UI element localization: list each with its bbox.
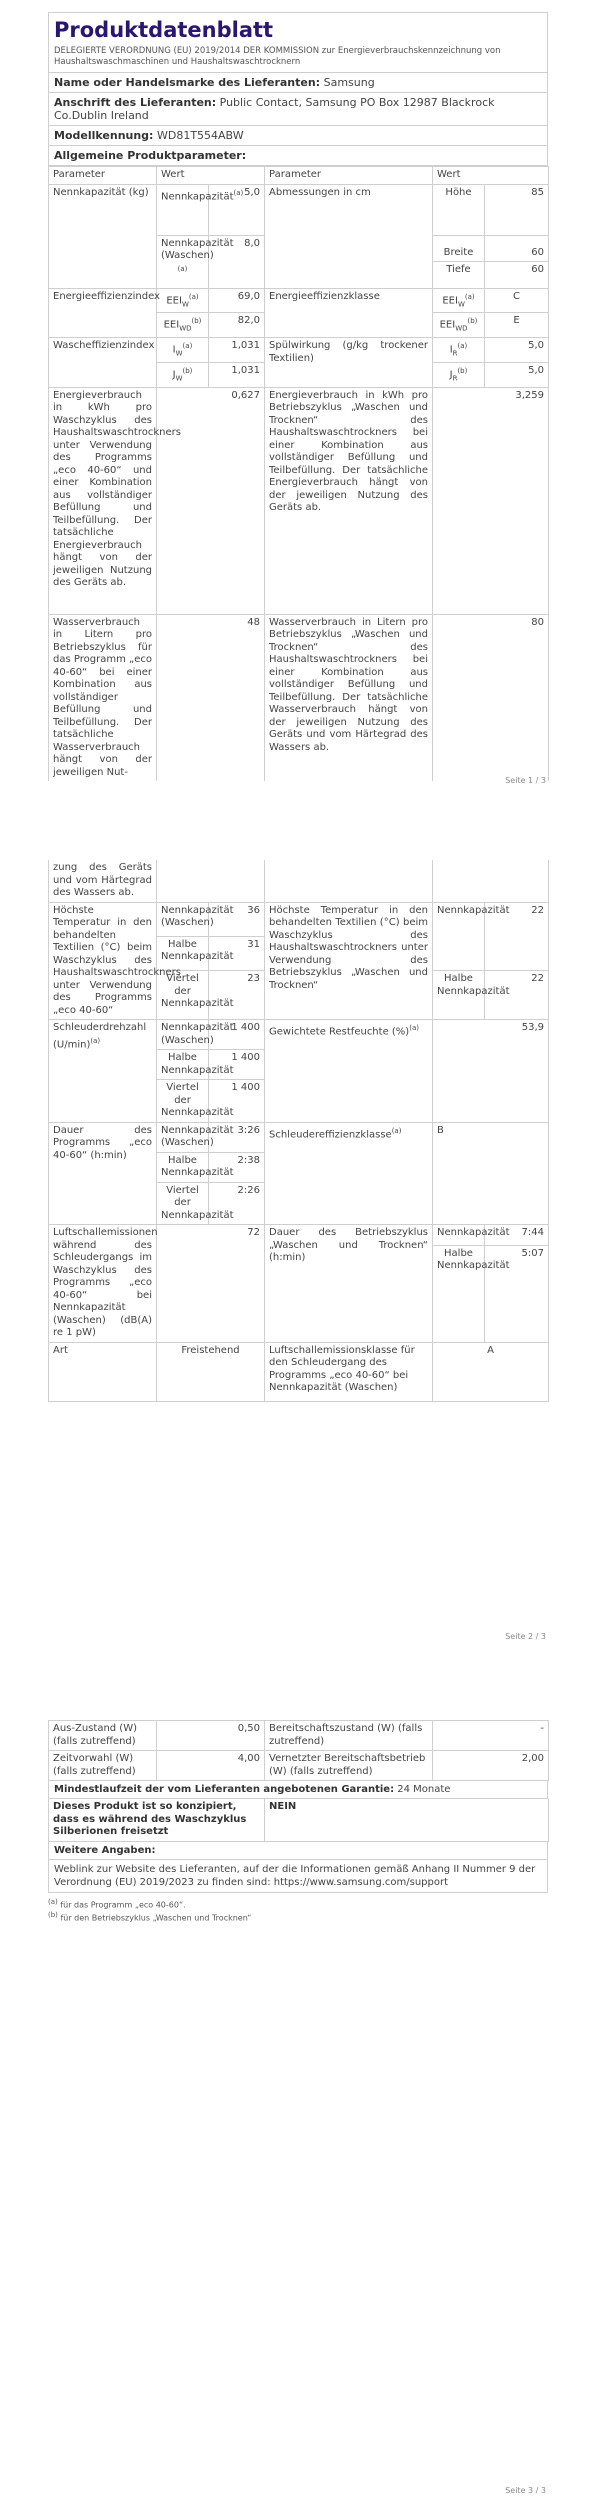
wd-duration-rated-label: Nennkapazität	[433, 1225, 485, 1246]
iw-label: $I_W^{(a)}$	[157, 338, 209, 363]
table-row	[49, 1122, 549, 1152]
supplier-address-label: Anschrift des Lieferanten:	[54, 96, 217, 109]
class-w-value: C	[485, 288, 549, 313]
general-params-row	[48, 146, 548, 166]
empty-cell	[157, 860, 265, 902]
table-row	[49, 1020, 549, 1050]
table-row	[49, 860, 549, 902]
table-row	[49, 338, 549, 363]
table-row	[49, 1342, 549, 1401]
noise-class-value: A	[433, 1342, 549, 1401]
spin-class-label: Schleudereffizienzklasse	[269, 1128, 392, 1140]
parameter-table-2	[48, 860, 549, 1402]
spin-rated-value: 1 400	[209, 1020, 265, 1050]
energy-index-label: Energieeffizienzindex	[49, 288, 157, 338]
table-row	[49, 184, 549, 235]
dimensions-label: Abmessungen in cm	[265, 184, 433, 288]
model-identifier: WD81T554ABW	[156, 129, 244, 142]
noise-label: Luftschallemissionen während des Schleudergangs im Waschzyklus des Programms „eco 40-60“ bei Nennkapazität (Waschen) (dB(A) re 1 pW)	[49, 1225, 157, 1343]
height-label: Höhe	[433, 184, 485, 235]
eei-w-label: $EEI_W^{(a)}$	[157, 288, 209, 313]
table-row	[49, 1721, 549, 1751]
table-row	[49, 1751, 549, 1781]
temp-wd-half-label: Halbe Nennkapazität	[433, 971, 485, 1020]
depth-value: 60	[485, 262, 549, 289]
table-row	[49, 1799, 549, 1841]
dur-rated-label: Nennkapazität (Waschen)	[157, 1122, 209, 1152]
energy-class-label: Energieeffizienzklasse	[265, 288, 433, 338]
wd-duration-label: Dauer des Betriebszyklus „Waschen und Trocknen“ (h:min)	[265, 1225, 433, 1343]
silver-table	[48, 1799, 549, 1842]
temperature-label: Höchste Temperatur in den behandelten Textilien (°C) beim Waschzyklus des Haushaltswaschtrockners unter Verwendung des Programms „eco 40-60“	[49, 902, 157, 1020]
temp-wd-rated-value: 22	[485, 902, 549, 971]
page-1	[0, 0, 591, 800]
temp-half-value: 31	[209, 936, 265, 970]
duration-label: Dauer des Programms „eco 40-60“ (h:min)	[49, 1122, 157, 1225]
footnotes	[48, 1897, 548, 1924]
delay-start-value: 4,00	[157, 1751, 265, 1781]
water-consumption-value: 48	[157, 614, 265, 781]
more-info-heading-row	[48, 1842, 548, 1860]
width-label: Breite	[433, 235, 485, 262]
depth-label: Tiefe	[433, 262, 485, 289]
temp-rated-value: 36	[209, 902, 265, 936]
silver-value: NEIN	[265, 1799, 549, 1841]
temp-wd-half-value: 22	[485, 971, 549, 1020]
regulation-subtitle: DELEGIERTE VERORDNUNG (EU) 2019/2014 DER KOMMISSION zur Energieverbrauchskennzeichnung von Haushaltswaschmaschinen und Haushaltswaschtrocknern	[54, 46, 501, 67]
dur-half-label: Halbe Nennkapazität	[157, 1152, 209, 1182]
temp-rated-label: Nennkapazität (Waschen)	[157, 902, 209, 936]
rinse-j-value: 5,0	[485, 362, 549, 387]
rinse-j-label: $J_R^{(b)}$	[433, 362, 485, 387]
rinse-i-label: $I_R^{(a)}$	[433, 338, 485, 363]
rated-capacity-wash-cell: Nennkapazität$^{(a)}$	[157, 184, 209, 235]
water-consumption-wd-value: 80	[433, 614, 549, 781]
rated-capacity-wash-label: Nennkapazität	[161, 190, 234, 202]
type-value: Freistehend	[157, 1342, 265, 1401]
general-params-label: Allgemeine Produktparameter:	[54, 149, 247, 162]
document-title: Produktdatenblatt	[54, 18, 274, 42]
more-info-label: Weitere Angaben:	[54, 1844, 156, 1856]
networked-standby-label: Vernetzter Bereitschaftsbetrieb (W) (falls zutreffend)	[265, 1751, 433, 1781]
table-row	[49, 288, 549, 313]
energy-consumption-wd-label: Energieverbrauch in kWh pro Betriebszyklus „Waschen und Trocknen“ des Haushaltswaschtrockners bei einer Kombination aus vollständiger Befüllung und Teilbefüllung. Der tatsächliche Energieverbrauch hängt von der jeweiligen Nutzung des Geräts ab.	[265, 387, 433, 614]
wash-index-label: Wascheffizienzindex	[49, 338, 157, 388]
dur-half-value: 2:38	[209, 1152, 265, 1182]
footnote-b: $^{(b)}$ für den Betriebszyklus „Waschen und Trocknen“	[48, 1911, 252, 1923]
spin-rated-label: Nennkapazität (Waschen)	[157, 1020, 209, 1050]
eei-wd-label: $EEI_{WD}^{(b)}$	[157, 313, 209, 338]
page-2-sheet	[48, 860, 548, 1402]
water-consumption-label-part1: Wasserverbrauch in Litern pro Betriebszyklus für das Programm „eco 40-60“ bei einer Kombination aus vollständiger Befüllung und Teilbefüllung. Der tatsächliche Wasserverbrauch hängt von der jeweiligen Nut-	[49, 614, 157, 781]
networked-standby-value: 2,00	[433, 1751, 549, 1781]
standby-label: Bereitschaftszustand (W) (falls zutreffend)	[265, 1721, 433, 1751]
warranty-label: Mindestlaufzeit der vom Lieferanten angebotenen Garantie:	[54, 1784, 395, 1795]
energy-consumption-value: 0,627	[157, 387, 265, 614]
jw-value: 1,031	[209, 362, 265, 387]
width-value: 60	[485, 235, 549, 262]
dur-quarter-label: Viertel der Nennkapazität	[157, 1182, 209, 1225]
spin-speed-label-cell: Schleuderdrehzahl $(U/\min)^{(a)}$	[49, 1020, 157, 1123]
col-param-header: Parameter	[49, 167, 157, 185]
supplier-name-row	[48, 73, 548, 93]
warranty-row	[48, 1781, 548, 1799]
spin-half-label: Halbe Nennkapazität	[157, 1050, 209, 1080]
spin-class-value: B	[433, 1122, 549, 1225]
spin-speed-label: Schleuderdrehzahl (U/min)	[53, 1022, 147, 1050]
eei-wd-value: 82,0	[209, 313, 265, 338]
col-value-header-2: Wert	[433, 167, 549, 185]
page-2	[0, 860, 591, 1660]
delay-start-label: Zeitvorwahl (W) (falls zutreffend)	[49, 1751, 157, 1781]
energy-consumption-label: Energieverbrauch in kWh pro Waschzyklus des Haushaltswaschtrockners unter Verwendung des Programms „eco 40-60“ und einer Kombination aus vollständiger Befüllung und Teilbefüllung. Der tatsächliche Energieverbrauch hängt von der jeweiligen Nutzung des Geräts ab.	[49, 387, 157, 614]
silver-label: Dieses Produkt ist so konzipiert, dass es während des Waschzyklus Silberionen freisetzt	[49, 1799, 265, 1841]
table-row	[49, 614, 549, 781]
page-number-1: Seite 1 / 3	[505, 776, 546, 785]
rinse-label: Spülwirkung (g/kg trockener Textilien)	[265, 338, 433, 388]
page-number-2: Seite 2 / 3	[505, 1632, 546, 1641]
eei-w-value: 69,0	[209, 288, 265, 313]
class-wd-value: E	[485, 313, 549, 338]
temp-half-label: Halbe Nennkapazität	[157, 936, 209, 970]
spin-quarter-label: Viertel der Nennkapazität	[157, 1080, 209, 1123]
temp-quarter-value: 23	[209, 971, 265, 1020]
class-wd-label: $EEI_{WD}^{(b)}$	[433, 313, 485, 338]
noise-value: 72	[157, 1225, 265, 1343]
wd-duration-rated-value: 7:44	[485, 1225, 549, 1246]
col-value-header: Wert	[157, 167, 265, 185]
more-info-row	[48, 1860, 548, 1893]
supplier-address: Public Contact, Samsung PO Box 12987 Blackrock Co.Dublin Ireland	[54, 96, 495, 122]
rinse-i-value: 5,0	[485, 338, 549, 363]
water-consumption-wd-label: Wasserverbrauch in Litern pro Betriebszyklus „Waschen und Trocknen“ des Haushaltswaschtrockners bei einer Kombination aus vollständiger Befüllung und Teilbefüllung. Der tatsächliche Wasserverbrauch hängt von der jeweiligen Nutzung des Geräts und vom Härtegrad des Wassers ab.	[265, 614, 433, 781]
spin-half-value: 1 400	[209, 1050, 265, 1080]
wd-duration-half-label: Halbe Nennkapazität	[433, 1245, 485, 1342]
page-3-sheet	[48, 1720, 548, 1924]
temp-wd-rated-label: Nennkapazität	[433, 902, 485, 971]
footnote-a: $^{(a)}$ für das Programm „eco 40-60“.	[48, 1897, 186, 1910]
spin-class-label-cell: Schleudereffizienzklasse$^{(a)}$	[265, 1122, 433, 1225]
type-label: Art	[49, 1342, 157, 1401]
rated-capacity-dry-value: 8,0	[209, 235, 265, 288]
table-row	[49, 1225, 549, 1246]
iw-value: 1,031	[209, 338, 265, 363]
temp-quarter-label: Viertel der Nennkapazität	[157, 971, 209, 1020]
jw-label: $J_W^{(b)}$	[157, 362, 209, 387]
noise-class-label: Luftschallemissionsklasse für den Schleudergang des Programms „eco 40-60“ bei Nennkapazität (Waschen)	[265, 1342, 433, 1401]
table-row	[49, 902, 549, 936]
model-row	[48, 126, 548, 146]
empty-cell	[433, 860, 549, 902]
header-box	[48, 12, 548, 73]
page-1-sheet	[48, 12, 548, 781]
rated-capacity-dry-label: Nennkapazität (Waschen)	[161, 237, 234, 261]
empty-cell	[265, 860, 433, 902]
footnote-b-text: für den Betriebszyklus „Waschen und Trocknen“	[60, 1913, 252, 1923]
spin-quarter-value: 1 400	[209, 1080, 265, 1123]
height-value: 85	[485, 184, 549, 235]
footnote-a-text: für das Programm „eco 40-60“.	[60, 1900, 186, 1910]
water-consumption-label-part2: zung des Geräts und vom Härtegrad des Wassers ab.	[49, 860, 157, 902]
off-mode-label: Aus-Zustand (W) (falls zutreffend)	[49, 1721, 157, 1751]
table-header-row	[49, 167, 549, 185]
warranty-value: 24 Monate	[397, 1784, 451, 1795]
supplier-name-label: Name oder Handelsmarke des Lieferanten:	[54, 76, 321, 89]
model-label: Modellkennung:	[54, 129, 154, 142]
parameter-table-1	[48, 166, 549, 781]
supplier-address-row	[48, 93, 548, 126]
moisture-value: 53,9	[433, 1020, 549, 1123]
energy-consumption-wd-value: 3,259	[433, 387, 549, 614]
parameter-table-3	[48, 1720, 549, 1781]
rated-capacity-wash-value: 5,0	[209, 184, 265, 235]
class-w-label: $EEI_W^{(a)}$	[433, 288, 485, 313]
col-param-header-2: Parameter	[265, 167, 433, 185]
standby-value: -	[433, 1721, 549, 1751]
supplier-name: Samsung	[323, 76, 375, 89]
moisture-label-cell: Gewichtete Restfeuchte (%)$^{(a)}$	[265, 1020, 433, 1123]
wd-duration-half-value: 5:07	[485, 1245, 549, 1342]
moisture-label: Gewichtete Restfeuchte (%)	[269, 1026, 410, 1038]
page-number-3: Seite 3 / 3	[505, 2486, 546, 2495]
dur-rated-value: 3:26	[209, 1122, 265, 1152]
page-3	[0, 1720, 591, 2510]
rated-capacity-label: Nennkapazität (kg)	[49, 184, 157, 288]
more-info-text: Weblink zur Website des Lieferanten, auf der die Informationen gemäß Anhang II Nummer 9 der Verordnung (EU) 2019/2023 zu finden sind: https://www.samsung.com/support	[54, 1863, 536, 1888]
rated-capacity-dry-cell: Nennkapazität (Waschen)$^{(a)}$	[157, 235, 209, 288]
temperature-wd-label: Höchste Temperatur in den behandelten Textilien (°C) beim Waschzyklus des Haushaltswaschtrockners unter Verwendung des Betriebszyklus „Waschen und Trocknen“	[265, 902, 433, 1020]
table-row	[49, 387, 549, 614]
dur-quarter-value: 2:26	[209, 1182, 265, 1225]
off-mode-value: 0,50	[157, 1721, 265, 1751]
